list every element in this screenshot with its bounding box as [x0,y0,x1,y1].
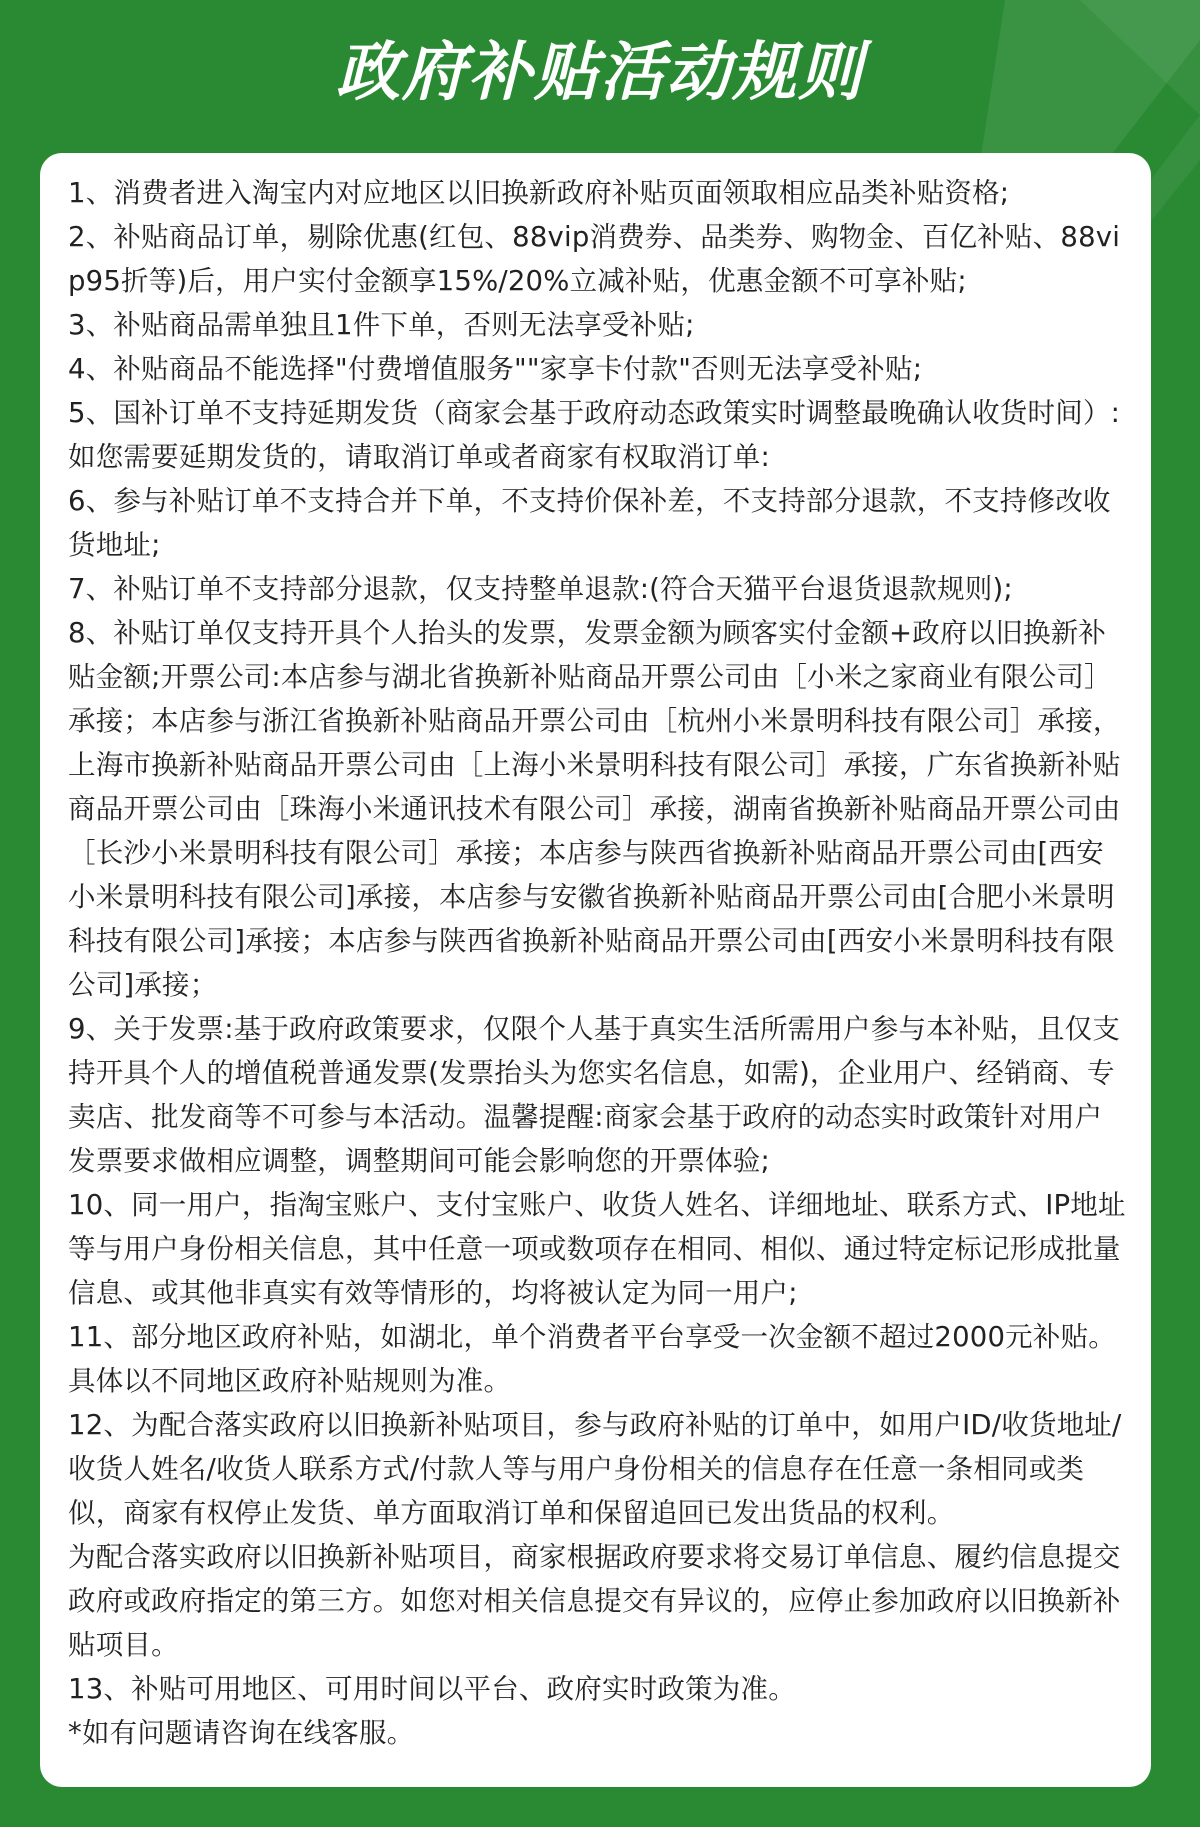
rule-item-5: 5、国补订单不支持延期发货（商家会基于政府动态政策实时调整最晚确认收货时间）:如您需要延期发货的，请取消订单或者商家有权取消订单: [68,397,1121,473]
rule-item-12-note: 为配合落实政府以旧换新补贴项目，商家根据政府要求将交易订单信息、履约信息提交政府或政府指定的第三方。如您对相关信息提交有异议的，应停止参加政府以旧换新补贴项目。 [68,1541,1121,1661]
page-title: 政府补贴活动规则 [336,36,864,110]
rule-item-8: 8、补贴订单仅支持开具个人抬头的发票，发票金额为顾客实付金额+政府以旧换新补贴金额;开票公司:本店参与湖北省换新补贴商品开票公司由［小米之家商业有限公司］承接；本店参与浙江省换新补贴商品开票公司由［杭州小米景明科技有限公司］承接，上海市换新补贴商品开票公司由［上海小米景明科技有限公司］承接，广东省换新补贴商品开票公司由［珠海小米通讯技术有限公司］承接，湖南省换新补贴商品开票公司由［长沙小米景明科技有限公司］承接；本店参与陕西省换新补贴商品开票公司由[西安小米景明科技有限公司]承接，本店参与安徽省换新补贴商品开票公司由[合肥小米景明科技有限公司]承接；本店参与陕西省换新补贴商品开票公司由[西安小米景明科技有限公司]承接； [68,617,1121,1001]
rule-item-1: 1、消费者进入淘宝内对应地区以旧换新政府补贴页面领取相应品类补贴资格; [68,177,1010,209]
rule-item-3: 3、补贴商品需单独且1件下单，否则无法享受补贴; [68,309,695,341]
rules-card [40,153,1151,1787]
rule-item-6: 6、参与补贴订单不支持合并下单，不支持价保补差，不支持部分退款，不支持修改收货地址; [68,485,1111,561]
customer-service-note: *如有问题请咨询在线客服。 [68,1717,415,1749]
rules-list [68,171,1129,1755]
rule-item-4: 4、补贴商品不能选择"付费增值服务""家享卡付款"否则无法享受补贴; [68,353,923,385]
rule-item-13: 13、补贴可用地区、可用时间以平台、政府实时政策为准。 [68,1673,796,1705]
rule-item-2: 2、补贴商品订单，剔除优惠(红包、88vip消费券、品类券、购物金、百亿补贴、88vip95折等)后，用户实付金额享15%/20%立减补贴，优惠金额不可享补贴; [68,221,1121,297]
rule-item-9: 9、关于发票:基于政府政策要求，仅限个人基于真实生活所需用户参与本补贴，且仅支持开具个人的增值税普通发票(发票抬头为您实名信息，如需)，企业用户、经销商、专卖店、批发商等不可参与本活动。温馨提醒:商家会基于政府的动态实时政策针对用户发票要求做相应调整，调整期间可能会影响您的开票体验; [68,1013,1121,1177]
rule-item-12: 12、为配合落实政府以旧换新补贴项目，参与政府补贴的订单中，如用户ID/收货地址/收货人姓名/收货人联系方式/付款人等与用户身份相关的信息存在任意一条相同或类似，商家有权停止发货、单方面取消订单和保留追回已发出货品的权利。 [68,1409,1122,1529]
rule-item-7: 7、补贴订单不支持部分退款，仅支持整单退款:(符合天猫平台退货退款规则); [68,573,1013,605]
rule-item-10: 10、同一用户，指淘宝账户、支付宝账户、收货人姓名、详细地址、联系方式、IP地址等与用户身份相关信息，其中任意一项或数项存在相同、相似、通过特定标记形成批量信息、或其他非真实有效等情形的，均将被认定为同一用户; [68,1189,1126,1309]
rule-item-11: 11、部分地区政府补贴，如湖北，单个消费者平台享受一次金额不超过2000元补贴。具体以不同地区政府补贴规则为准。 [68,1321,1116,1397]
